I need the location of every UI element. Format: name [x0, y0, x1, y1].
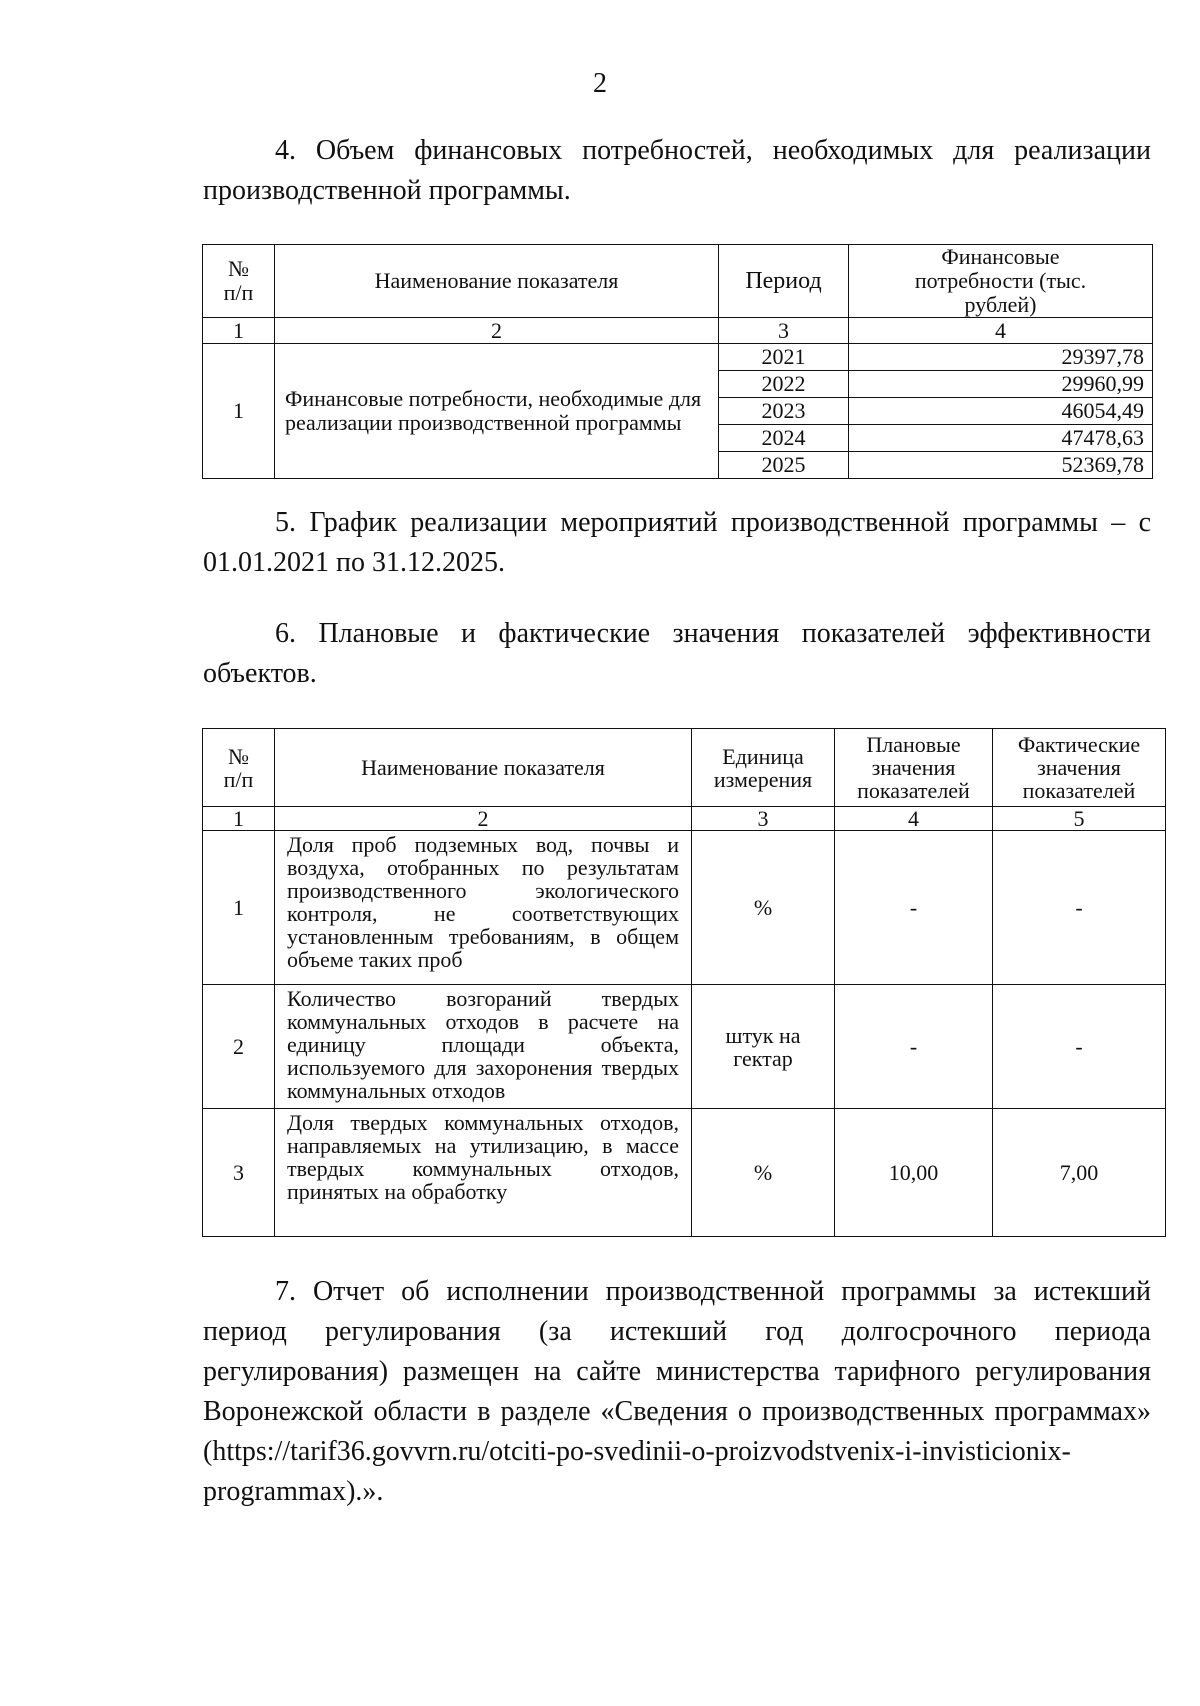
section-4-paragraph: [203, 131, 1151, 211]
index-cell: 3: [719, 318, 849, 344]
row-plan: -: [835, 831, 993, 985]
section-7-text: 7. Отчет об исполнении производственной программы за истекший период регулирования (за истекший год долгосрочного периода регулирования) размещен на сайте министерства тарифного регулирования Воронежской области в разделе «Сведения о производственных программах» (https://tarif36.govvrn.ru/otciti-po-svedinii-o-proizvodstvenix-i-invisticionix-programmax).».: [203, 1276, 1151, 1507]
page-number: 2: [593, 68, 607, 99]
table-header-row: [203, 245, 1153, 318]
value-cell: 29397,78: [849, 344, 1153, 371]
table-index-row: [203, 318, 1153, 344]
period-cell: 2025: [719, 452, 849, 479]
table-header-row: [203, 729, 1166, 807]
row-fact: -: [993, 831, 1166, 985]
header-unit: Единица измерения: [692, 729, 835, 807]
section-7-paragraph: [203, 1272, 1151, 1512]
section-4-text: 4. Объем финансовых потребностей, необходимых для реализации производственной программы.: [203, 135, 1151, 206]
header-num: № п/п: [203, 245, 275, 318]
index-cell: 1: [203, 318, 275, 344]
table-row: [203, 831, 1166, 985]
row-num: 1: [203, 344, 275, 479]
header-num: № п/п: [203, 729, 275, 807]
row-unit: %: [692, 831, 835, 985]
period-cell: 2023: [719, 398, 849, 425]
row-plan: -: [835, 985, 993, 1109]
row-fact: -: [993, 985, 1166, 1109]
header-fact: Фактические значения показателей: [993, 729, 1166, 807]
row-num: 2: [203, 985, 275, 1109]
value-cell: 29960,99: [849, 371, 1153, 398]
header-needs: Финансовые потребности (тыс. рублей): [849, 245, 1153, 318]
table-row: [203, 344, 1153, 371]
section-5-paragraph: [203, 503, 1151, 583]
row-unit: штук на гектар: [692, 985, 835, 1109]
table-index-row: [203, 807, 1166, 831]
index-cell: 4: [835, 807, 993, 831]
index-cell: 4: [849, 318, 1153, 344]
index-cell: 2: [275, 318, 719, 344]
index-cell: 2: [275, 807, 692, 831]
period-cell: 2021: [719, 344, 849, 371]
section-5-text: 5. График реализации мероприятий производственной программы – с 01.01.2021 по 31.12.2025.: [203, 507, 1151, 578]
row-unit: %: [692, 1109, 835, 1237]
value-cell: 46054,49: [849, 398, 1153, 425]
row-name: Финансовые потребности, необходимые для реализации производственной программы: [275, 344, 719, 479]
period-cell: 2022: [719, 371, 849, 398]
section-6-paragraph: [203, 614, 1151, 694]
row-name: Количество возгораний твердых коммунальных отходов в расчете на единицу площади объекта, используемого для захоронения твердых коммунальных отходов: [275, 985, 692, 1109]
index-cell: 5: [993, 807, 1166, 831]
section-6-text: 6. Плановые и фактические значения показателей эффективности объектов.: [203, 618, 1151, 689]
row-num: 3: [203, 1109, 275, 1237]
header-plan: Плановые значения показателей: [835, 729, 993, 807]
value-cell: 47478,63: [849, 425, 1153, 452]
row-plan: 10,00: [835, 1109, 993, 1237]
period-cell: 2024: [719, 425, 849, 452]
row-name: Доля твердых коммунальных отходов, направляемых на утилизацию, в массе твердых коммунальных отходов, принятых на обработку: [275, 1109, 692, 1237]
header-name: Наименование показателя: [275, 245, 719, 318]
efficiency-indicators-table: [202, 728, 1166, 1237]
row-name: Доля проб подземных вод, почвы и воздуха, отобранных по результатам производственного экологического контроля, не соответствующих установленным требованиям, в общем объеме таких проб: [275, 831, 692, 985]
header-name: Наименование показателя: [275, 729, 692, 807]
index-cell: 3: [692, 807, 835, 831]
table-row: [203, 985, 1166, 1109]
row-num: 1: [203, 831, 275, 985]
financial-needs-table: [202, 244, 1153, 479]
row-fact: 7,00: [993, 1109, 1166, 1237]
index-cell: 1: [203, 807, 275, 831]
header-period: Период: [719, 245, 849, 318]
value-cell: 52369,78: [849, 452, 1153, 479]
table-row: [203, 1109, 1166, 1237]
